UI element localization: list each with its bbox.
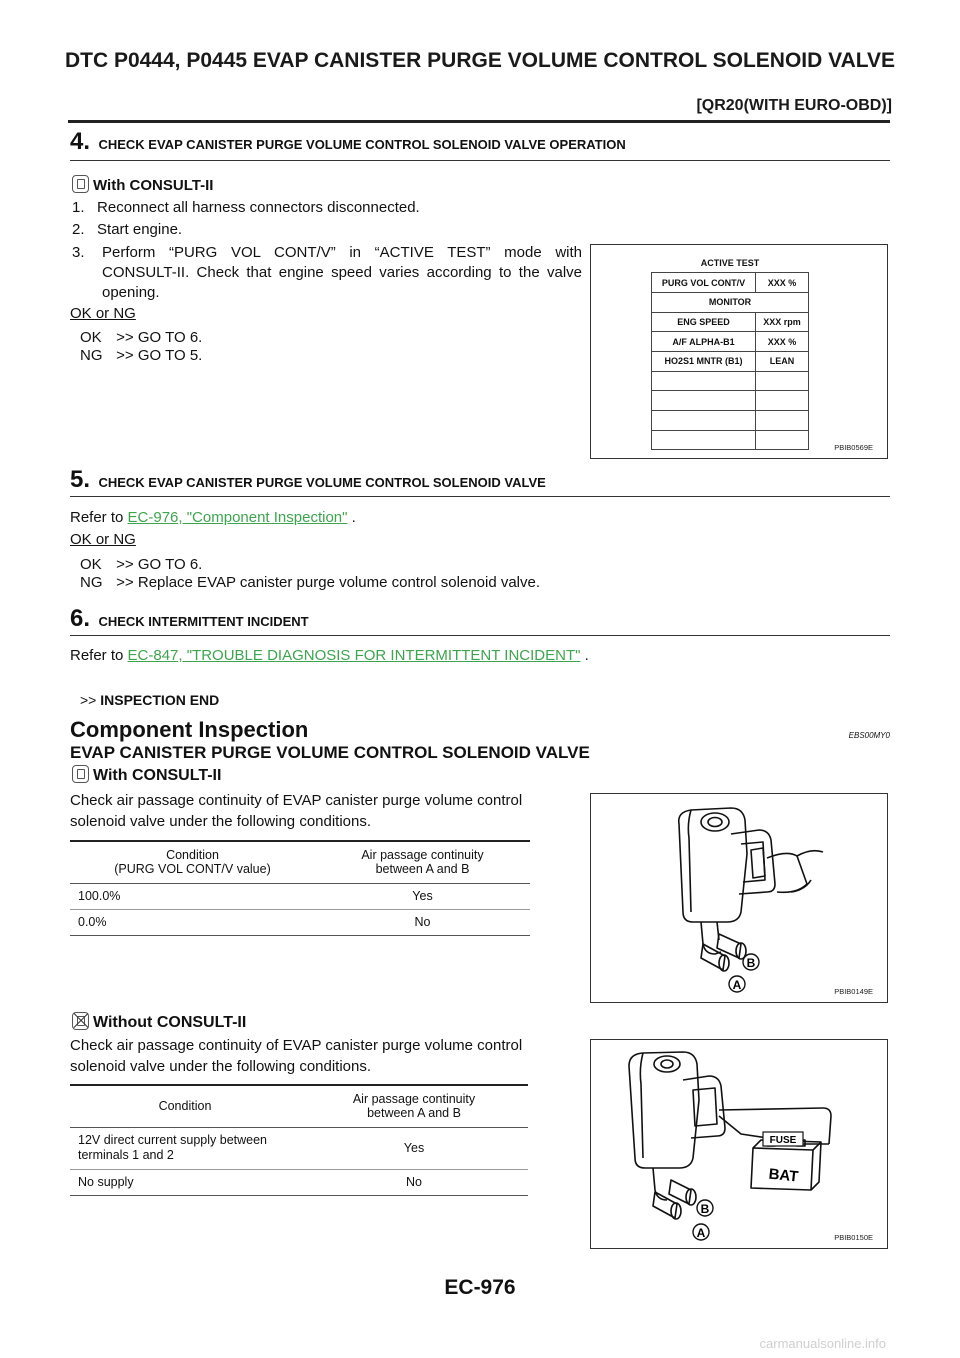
inspection-end: >> INSPECTION END	[80, 692, 220, 708]
step6-title: CHECK INTERMITTENT INCIDENT	[98, 614, 309, 629]
step4-item-3: 3. Perform “PURG VOL CONT/V” in “ACTIVE TEST” mode with CONSULT-II. Check that engine speed varies according to the valve opening.	[72, 244, 582, 301]
figure-caption: PBIB0149E	[834, 987, 873, 996]
step4-number: 4.	[70, 128, 91, 155]
step6-refer: Refer to EC-847, "TROUBLE DIAGNOSIS FOR INTERMITTENT INCIDENT" .	[70, 647, 589, 664]
component-inspection-title: Component Inspection	[70, 717, 309, 742]
table-row: 12V direct current supply between terminals 1 and 2 Yes	[70, 1127, 528, 1169]
svg-text:A: A	[696, 1226, 706, 1240]
active-test-header: ACTIVE TEST	[700, 257, 760, 268]
table-row: ENG SPEED XXX rpm	[652, 312, 809, 332]
page-number: EC-976	[444, 1276, 516, 1299]
active-test-figure	[590, 244, 888, 459]
without-consult-table	[70, 1084, 528, 1196]
step4-with-consult: With CONSULT-II	[72, 175, 213, 196]
step5-rule	[70, 496, 890, 497]
figure-caption: PBIB0150E	[834, 1233, 873, 1242]
without-consult-heading: Without CONSULT-II	[72, 1012, 246, 1033]
svg-text:B: B	[746, 956, 756, 970]
svg-text:B: B	[700, 1202, 710, 1216]
component-inspection-link[interactable]: EC-976, "Component Inspection"	[127, 509, 348, 526]
consult-icon	[72, 175, 89, 193]
component-subtitle: EVAP CANISTER PURGE VOLUME CONTROL SOLENOID VALVE	[70, 743, 590, 762]
step5-number: 5.	[70, 466, 91, 493]
table-header-row: Condition (PURG VOL CONT/V value) Air passage continuity between A and B	[70, 841, 530, 883]
port-label-a	[693, 1224, 709, 1240]
step4-result-ok: OK >> GO TO 6.	[80, 329, 203, 346]
step5-result-ng: NG >> Replace EVAP canister purge volume control solenoid valve.	[80, 574, 541, 591]
page-title: DTC P0444, P0445 EVAP CANISTER PURGE VOLUME CONTROL SOLENOID VALVE	[64, 49, 896, 72]
step6-header	[70, 605, 890, 633]
svg-text:A: A	[732, 978, 742, 992]
step5-header	[70, 466, 890, 494]
figure-caption: PBIB0569E	[834, 443, 873, 452]
with-consult-heading: With CONSULT-II	[72, 765, 221, 786]
step5-refer: Refer to EC-976, "Component Inspection" .	[70, 509, 356, 526]
step4-item-2: 2. Start engine.	[72, 221, 183, 238]
header-rule	[68, 120, 890, 123]
step4-result-ng: NG >> GO TO 5.	[80, 347, 203, 364]
step5-result-ok: OK >> GO TO 6.	[80, 556, 203, 573]
port-label-a	[729, 976, 745, 992]
with-consult-desc: Check air passage continuity of EVAP canister purge volume control solenoid valve under the following conditions.	[70, 792, 523, 830]
table-row: No supply No	[70, 1169, 528, 1195]
solenoid-figure-with	[590, 793, 888, 1003]
section-code: EBS00MY0	[848, 731, 890, 740]
step5-title: CHECK EVAP CANISTER PURGE VOLUME CONTROL SOLENOID VALVE	[98, 475, 546, 490]
step4-rule	[70, 160, 890, 161]
consult-icon	[72, 765, 89, 783]
table-header-row: Condition Air passage continuity between A and B	[70, 1085, 528, 1127]
table-row: HO2S1 MNTR (B1) LEAN	[652, 351, 809, 371]
step4-title: CHECK EVAP CANISTER PURGE VOLUME CONTROL SOLENOID VALVE OPERATION	[98, 137, 626, 152]
table-row: 0.0% No	[70, 909, 530, 935]
monitor-header: MONITOR	[652, 292, 809, 312]
table-row: A/F ALPHA-B1 XXX %	[652, 332, 809, 352]
step4-item-1: 1. Reconnect all harness connectors disconnected.	[72, 199, 420, 216]
with-consult-table	[70, 840, 530, 936]
without-consult-desc: Check air passage continuity of EVAP canister purge volume control solenoid valve under the following conditions.	[70, 1037, 523, 1075]
intermittent-incident-link[interactable]: EC-847, "TROUBLE DIAGNOSIS FOR INTERMITTENT INCIDENT"	[127, 647, 581, 664]
active-test-table	[651, 253, 809, 450]
svg-text:FUSE: FUSE	[769, 1135, 797, 1146]
watermark: carmanualsonline.info	[759, 1336, 886, 1351]
step6-rule	[70, 635, 890, 636]
step4-ok-ng: OK or NG	[70, 305, 136, 322]
solenoid-battery-illustration	[591, 1040, 887, 1248]
fuse-label	[763, 1132, 803, 1146]
solenoid-figure-without	[590, 1039, 888, 1249]
step6-number: 6.	[70, 605, 91, 632]
solenoid-valve-illustration	[591, 794, 887, 1002]
table-row: 100.0% Yes	[70, 883, 530, 909]
engine-label: [QR20(WITH EURO-OBD)]	[696, 97, 892, 114]
port-label-b	[697, 1200, 713, 1216]
step4-header	[70, 128, 890, 156]
step5-ok-ng: OK or NG	[70, 531, 136, 548]
table-row: PURG VOL CONT/V XXX %	[652, 273, 809, 293]
port-label-b	[743, 954, 759, 970]
no-consult-icon	[72, 1012, 89, 1030]
svg-text:BAT: BAT	[767, 1165, 800, 1186]
battery-label	[768, 1166, 799, 1186]
